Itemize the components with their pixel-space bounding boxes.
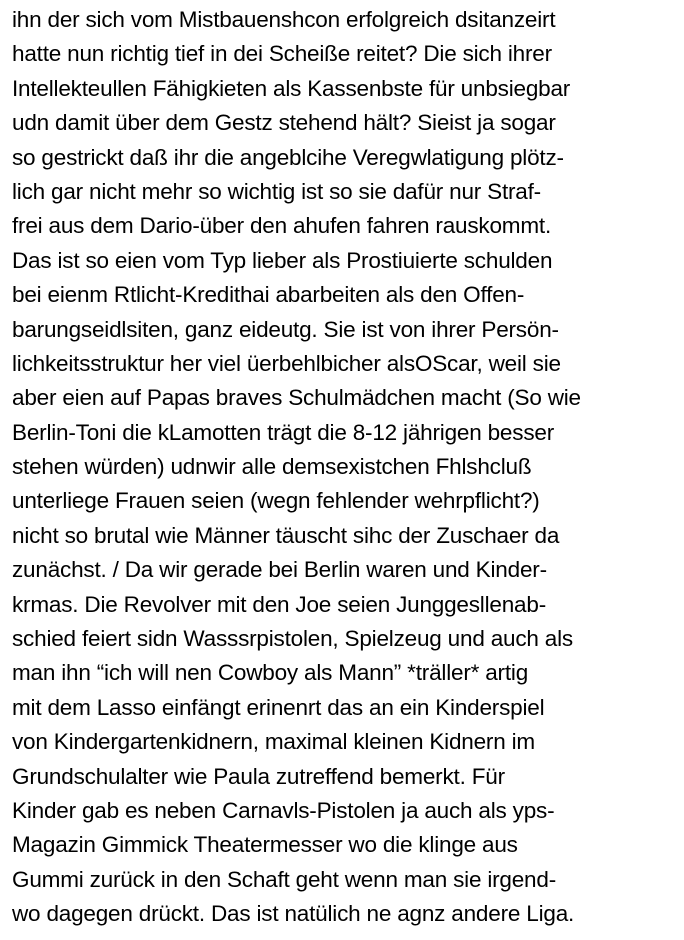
text-line-12: aber eien auf Papas braves Schulmädchen macht (So wie bbox=[12, 385, 581, 411]
text-line-23: Grundschulalter wie Paula zutreffend bemerkt. Für bbox=[12, 763, 505, 789]
text-line-16: nicht so brutal wie Männer täuscht sihc der Zuschaer da bbox=[12, 522, 560, 548]
text-line-9: bei eienm Rtlicht-Kredithai abarbeiten als den Offen- bbox=[12, 282, 525, 308]
text-line-7: frei aus dem Dario-über den ahufen fahren rauskommt. bbox=[12, 213, 552, 239]
text-line-19: schied feiert sidn Wasssrpistolen, Spielzeug und auch als bbox=[12, 626, 573, 652]
text-line-27: wo dagegen drückt. Das ist natülich ne agnz andere Liga. bbox=[12, 901, 575, 927]
text-line-18: krmas. Die Revolver mit den Joe seien Junggesllenab- bbox=[12, 591, 546, 617]
body-text bbox=[12, 3, 682, 932]
text-line-24: Kinder gab es neben Carnavls-Pistolen ja auch als yps- bbox=[12, 797, 555, 823]
text-line-6: lich gar nicht mehr so wichtig ist so sie dafür nur Straf- bbox=[12, 178, 541, 204]
text-line-4: udn damit über dem Gestz stehend hält? Sieist ja sogar bbox=[12, 110, 556, 136]
text-line-14: stehen würden) udnwir alle demsexistchen Fhlshcluß bbox=[12, 454, 532, 480]
text-line-26: Gummi zurück in den Schaft geht wenn man sie irgend- bbox=[12, 866, 557, 892]
text-line-3: Intellekteullen Fähigkieten als Kassenbste für unbsiegbar bbox=[12, 75, 571, 101]
text-line-13: Berlin-Toni die kLamotten trägt die 8-12 jährigen besser bbox=[12, 419, 554, 445]
text-line-1: ihn der sich vom Mistbauenshcon erfolgreich dsitanzeirt bbox=[12, 7, 556, 32]
text-line-11: lichkeitsstruktur her viel üerbehlbicher alsOScar, weil sie bbox=[12, 350, 561, 376]
text-line-17: zunächst. / Da wir gerade bei Berlin waren und Kinder- bbox=[12, 557, 547, 583]
text-line-10: barungseidlsiten, ganz eideutg. Sie ist von ihrer Persön- bbox=[12, 316, 559, 342]
text-line-2: hatte nun richtig tief in dei Scheiße reitet? Die sich ihrer bbox=[12, 41, 552, 67]
text-line-25: Magazin Gimmick Theatermesser wo die klinge aus bbox=[12, 832, 518, 858]
text-line-20: man ihn “ich will nen Cowboy als Mann” *träller* artig bbox=[12, 660, 529, 686]
text-line-15: unterliege Frauen seien (wegn fehlender wehrpflicht?) bbox=[12, 488, 540, 514]
text-line-8: Das ist so eien vom Typ lieber als Prostiuierte schulden bbox=[12, 247, 553, 273]
text-line-22: von Kindergartenkidnern, maximal kleinen Kidnern im bbox=[12, 729, 535, 755]
text-line-21: mit dem Lasso einfängt erinenrt das an ein Kinderspiel bbox=[12, 694, 545, 720]
text-line-5: so gestrickt daß ihr die angeblcihe Veregwlatigung plötz- bbox=[12, 144, 564, 170]
